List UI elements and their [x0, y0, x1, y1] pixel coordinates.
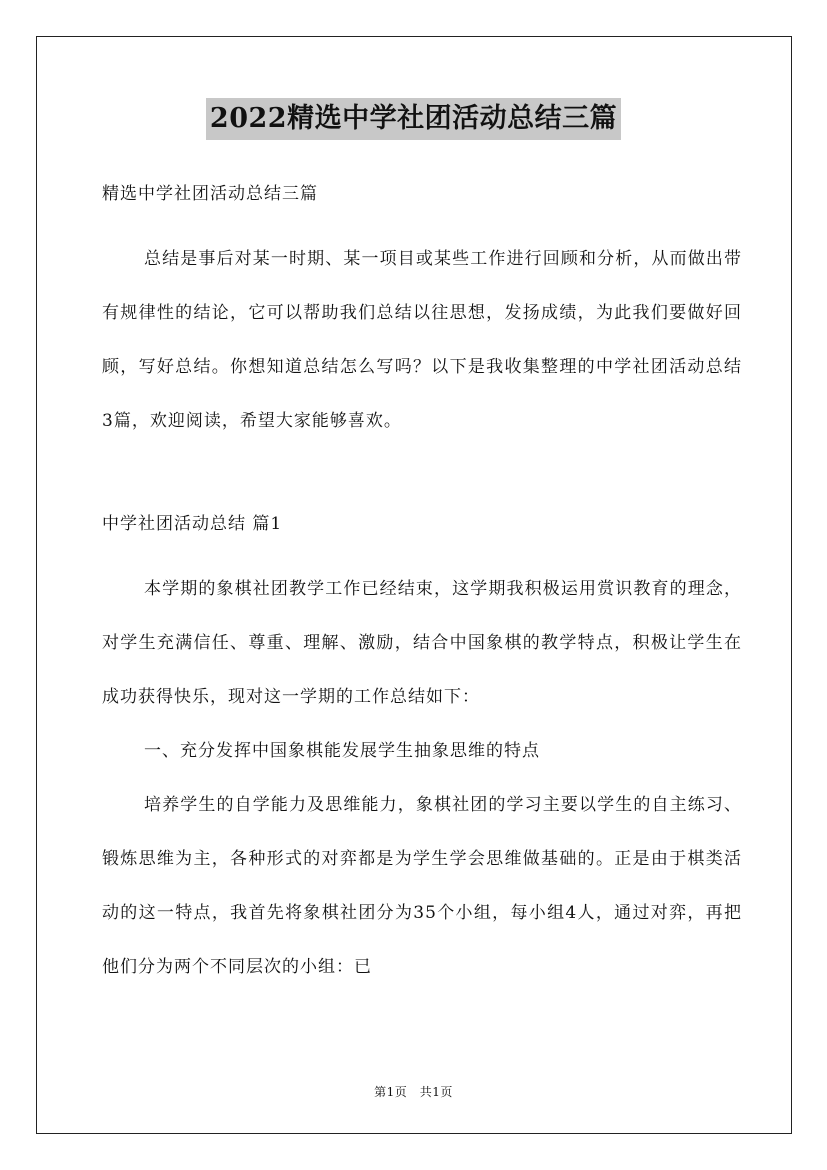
intro-paragraph: 总结是事后对某一时期、某一项目或某些工作进行回顾和分析，从而做出带有规律性的结论，它可以帮助我们总结以往思想，发扬成绩，为此我们要做好回顾，写好总结。你想知道总结怎么写吗？以下是我收集整理的中学社团活动总结3篇，欢迎阅读，希望大家能够喜欢。 [102, 249, 742, 431]
point-heading-1: 一、充分发挥中国象棋能发展学生抽象思维的特点 [144, 741, 540, 761]
title-container [0, 98, 827, 140]
body-paragraph-2: 培养学生的自学能力及思维能力，象棋社团的学习主要以学生的自主练习、锻炼思维为主，各种形式的对弈都是为学生学会思维做基础的。正是由于棋类活动的这一特点，我首先将象棋社团分为35个小组，每小组4人，通过对弈，再把他们分为两个不同层次的小组：已 [102, 795, 742, 977]
document-subtitle: 精选中学社团活动总结三篇 [102, 184, 318, 204]
page-footer: 第1页 共1页 [374, 1085, 453, 1099]
document-title: 2022精选中学社团活动总结三篇 [206, 98, 621, 140]
document-body [102, 178, 742, 994]
section-heading: 中学社团活动总结 篇1 [102, 514, 283, 534]
body-paragraph-1: 本学期的象棋社团教学工作已经结束，这学期我积极运用赏识教育的理念，对学生充满信任、尊重、理解、激励，结合中国象棋的教学特点，积极让学生在成功获得快乐，现对这一学期的工作总结如下： [102, 579, 742, 707]
